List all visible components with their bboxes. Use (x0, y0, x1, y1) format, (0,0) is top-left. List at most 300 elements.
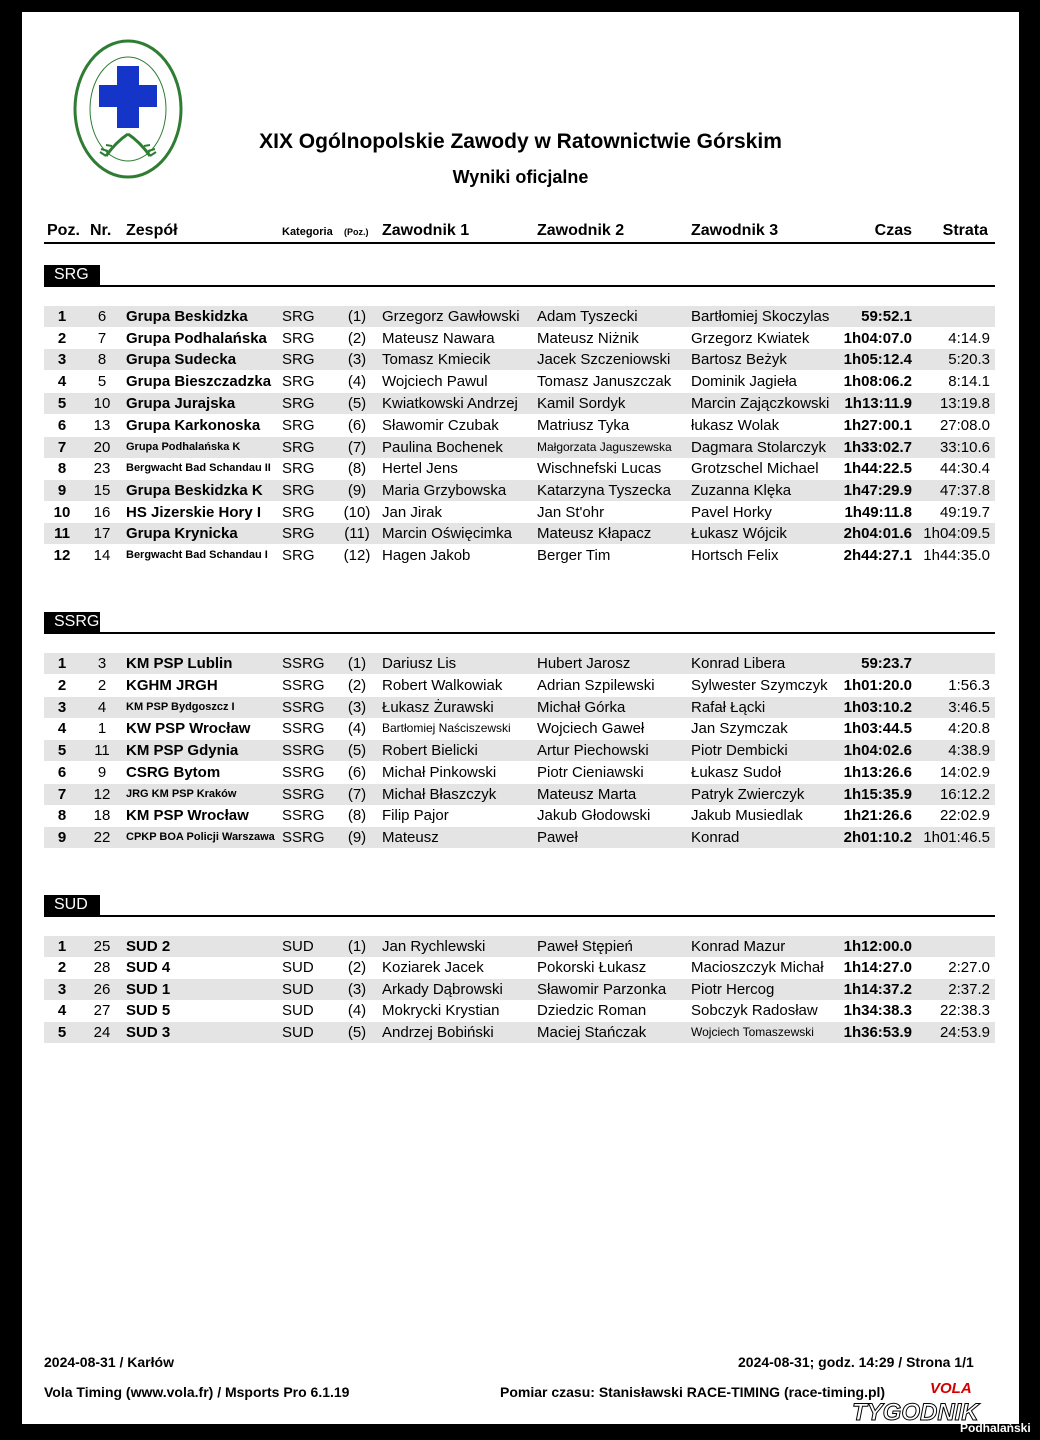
cell-czas: 1h01:20.0 (843, 677, 912, 694)
cell-zespol: HS Jizerskie Hory I (126, 504, 262, 521)
cell-z3: Grzegorz Kwiatek (691, 330, 810, 347)
cell-z1: Koziarek Jacek (382, 959, 484, 976)
cell-z1: Sławomir Czubak (382, 417, 499, 434)
header-poz-kat: (Poz.) (344, 227, 369, 237)
cell-zespol: Grupa Jurajska (126, 395, 236, 412)
cell-pozk: (2) (347, 959, 367, 976)
cell-z1: Jan Jirak (382, 504, 443, 521)
table-row (44, 545, 995, 566)
cell-zespol: CPKP BOA Policji Warszawa (126, 831, 275, 843)
cell-strata: 1h44:35.0 (923, 547, 990, 564)
cell-kat: SRG (282, 308, 315, 325)
cell-pozk: (5) (347, 742, 367, 759)
cell-kat: SUD (282, 1002, 314, 1019)
cell-poz: 2 (57, 959, 67, 976)
cell-czas: 1h03:10.2 (843, 699, 912, 716)
cell-strata: 22:38.3 (939, 1002, 990, 1019)
cell-czas: 2h04:01.6 (843, 525, 912, 542)
cell-czas: 1h08:06.2 (843, 373, 912, 390)
footer-timestamp: 2024-08-31; godz. 14:29 / Strona 1/1 (738, 1354, 974, 1370)
cell-kat: SUD (282, 981, 314, 998)
cell-zespol: Grupa Krynicka (126, 525, 238, 542)
watermark-line-2: Podhalański (960, 1421, 1031, 1435)
section-label-srg: SRG (44, 265, 100, 285)
cell-kat: SRG (282, 351, 315, 368)
cell-z1: Łukasz Żurawski (382, 699, 494, 716)
cell-czas: 59:52.1 (861, 308, 912, 325)
cell-kat: SRG (282, 547, 315, 564)
section-label-sud: SUD (44, 895, 100, 915)
table-row (44, 740, 995, 761)
cell-z1: Wojciech Pawul (382, 373, 488, 390)
section-divider (44, 632, 995, 634)
table-header (44, 220, 995, 244)
cell-poz: 6 (57, 417, 67, 434)
table-row (44, 827, 995, 848)
cell-pozk: (9) (347, 829, 367, 846)
cell-pozk: (7) (347, 786, 367, 803)
cell-z2: Sławomir Parzonka (537, 981, 667, 998)
table-row (44, 393, 995, 414)
cell-z3: Jan Szymczak (691, 720, 788, 737)
cell-poz: 9 (57, 829, 67, 846)
cell-z2: Maciej Stańczak (537, 1024, 647, 1041)
cell-zespol: SUD 1 (126, 981, 171, 998)
cell-czas: 1h05:12.4 (843, 351, 912, 368)
cell-kat: SSRG (282, 699, 325, 716)
cell-strata: 24:53.9 (939, 1024, 990, 1041)
cell-z2: Wojciech Gaweł (537, 720, 645, 737)
cell-poz: 2 (57, 677, 67, 694)
cell-poz: 7 (57, 439, 67, 456)
cell-kat: SSRG (282, 742, 325, 759)
cell-kat: SSRG (282, 807, 325, 824)
cell-poz: 9 (57, 482, 67, 499)
cell-czas: 1h47:29.9 (843, 482, 912, 499)
cell-z2: Piotr Cieniawski (537, 764, 644, 781)
cell-nr: 17 (93, 525, 111, 542)
header-czas: Czas (874, 222, 912, 239)
cell-z3: Bartłomiej Skoczylas (691, 308, 830, 325)
cell-z1: Michał Błaszczyk (382, 786, 497, 803)
cell-kat: SRG (282, 373, 315, 390)
cell-strata: 4:38.9 (948, 742, 990, 759)
cell-z3: Patryk Zwierczyk (691, 786, 805, 803)
cell-z3: Piotr Dembicki (691, 742, 788, 759)
cell-z1: Mokrycki Krystian (382, 1002, 500, 1019)
cell-strata: 2:37.2 (948, 981, 990, 998)
cell-z1: Marcin Oświęcimka (382, 525, 513, 542)
cell-pozk: (1) (347, 938, 367, 955)
cell-kat: SSRG (282, 786, 325, 803)
cell-z1: Bartłomiej Naściszewski (382, 721, 511, 735)
cell-kat: SUD (282, 959, 314, 976)
cell-zespol: Grupa Beskidzka (126, 308, 248, 325)
cell-strata: 13:19.8 (939, 395, 990, 412)
cell-z1: Arkady Dąbrowski (382, 981, 503, 998)
table-row (44, 1022, 995, 1043)
table-row (44, 979, 995, 1000)
cell-z2: Artur Piechowski (537, 742, 649, 759)
cell-poz: 11 (54, 525, 70, 542)
cell-kat: SRG (282, 439, 315, 456)
table-row (44, 784, 995, 805)
cell-zespol: Bergwacht Bad Schandau I (126, 549, 268, 561)
cell-zespol: JRG KM PSP Kraków (126, 788, 237, 800)
header-zawodnik-1: Zawodnik 1 (382, 222, 470, 239)
cell-z1: Andrzej Bobiński (382, 1024, 494, 1041)
cell-poz: 4 (57, 1002, 67, 1019)
cell-strata: 3:46.5 (948, 699, 990, 716)
page-title: XIX Ogólnopolskie Zawody w Ratownictwie Górskim (259, 130, 782, 153)
cell-strata: 8:14.1 (948, 373, 990, 390)
footer-date-place: 2024-08-31 / Karłów (44, 1354, 174, 1370)
cell-pozk: (1) (347, 655, 367, 672)
table-row (44, 653, 995, 674)
cell-z1: Jan Rychlewski (382, 938, 486, 955)
cell-zespol: SUD 5 (126, 1002, 171, 1019)
cell-poz: 4 (57, 720, 67, 737)
cell-z1: Maria Grzybowska (382, 482, 507, 499)
cell-z2: Matriusz Tyka (537, 417, 630, 434)
table-row (44, 328, 995, 349)
table-row (44, 523, 995, 544)
cell-strata: 49:19.7 (939, 504, 990, 521)
cell-czas: 1h04:02.6 (843, 742, 912, 759)
cell-pozk: (8) (347, 807, 367, 824)
cell-z2: Jakub Głodowski (537, 807, 651, 824)
table-row (44, 1000, 995, 1021)
cell-z1: Mateusz (382, 829, 439, 846)
cell-z2: Tomasz Januszczak (537, 373, 672, 390)
cell-zespol: SUD 4 (126, 959, 171, 976)
header-poz: Poz. (47, 222, 80, 239)
cell-zespol: KM PSP Gdynia (126, 742, 239, 759)
cell-pozk: (11) (344, 525, 370, 542)
cell-pozk: (4) (347, 1002, 367, 1019)
cell-poz: 4 (57, 373, 67, 390)
cell-poz: 3 (57, 351, 67, 368)
cell-z3: Bartosz Bеżyk (691, 351, 787, 368)
cell-z2: Adam Tyszecki (537, 308, 638, 325)
cell-z2: Dziedzic Roman (537, 1002, 647, 1019)
page-subtitle: Wyniki oficjalne (452, 167, 589, 187)
table-row (44, 718, 995, 739)
tygodnik-watermark-icon (842, 1396, 1038, 1436)
cell-z1: Hertel Jens (382, 460, 458, 477)
cell-strata: 5:20.3 (948, 351, 990, 368)
cell-nr: 3 (97, 655, 107, 672)
cell-czas: 1h03:44.5 (843, 720, 912, 737)
cell-nr: 27 (93, 1002, 111, 1019)
cell-zespol: Grupa Bieszczadzka (126, 373, 272, 390)
cell-z1: Hagen Jakob (382, 547, 471, 564)
cell-nr: 8 (97, 351, 107, 368)
cell-nr: 22 (93, 829, 111, 846)
cell-z2: Kamil Sordyk (537, 395, 626, 412)
cell-pozk: (5) (347, 395, 367, 412)
cell-z2: Hubert Jarosz (537, 655, 631, 672)
cell-pozk: (8) (347, 460, 367, 477)
cell-czas: 1h12:00.0 (843, 938, 912, 955)
cell-z3: łukasz Wolak (691, 417, 780, 434)
cell-z3: Konrad Libera (691, 655, 786, 672)
cell-poz: 12 (53, 547, 71, 564)
cell-pozk: (6) (347, 764, 367, 781)
vola-logo: VOLA (930, 1380, 972, 1397)
cell-z2: Paweł (537, 829, 578, 846)
cell-zespol: KM PSP Bydgoszcz I (126, 701, 235, 713)
cell-nr: 12 (93, 786, 111, 803)
cell-z2: Jacek Szczeniowski (537, 351, 671, 368)
cell-z3: Rafał Łącki (691, 699, 766, 716)
table-row (44, 805, 995, 826)
cell-nr: 20 (93, 439, 111, 456)
cell-zespol: CSRG Bytom (126, 764, 221, 781)
cell-czas: 1h14:27.0 (843, 959, 912, 976)
cell-kat: SRG (282, 504, 315, 521)
cell-z2: Mateusz Kłapacz (537, 525, 652, 542)
cell-z1: Dariusz Lis (382, 655, 457, 672)
cell-strata: 44:30.4 (939, 460, 990, 477)
cell-z1: Mateusz Nawara (382, 330, 495, 347)
cell-z1: Robert Bielicki (382, 742, 478, 759)
cell-nr: 10 (93, 395, 111, 412)
header-strata: Strata (942, 222, 988, 239)
cell-pozk: (4) (347, 373, 367, 390)
cell-czas: 1h33:02.7 (843, 439, 912, 456)
table-row (44, 458, 995, 479)
cell-poz: 1 (57, 308, 67, 325)
cell-nr: 24 (93, 1024, 111, 1041)
cell-z2: Paweł Stępień (537, 938, 633, 955)
cell-poz: 8 (57, 807, 67, 824)
cell-nr: 9 (97, 764, 107, 781)
cell-strata: 4:14.9 (948, 330, 990, 347)
cell-czas: 1h04:07.0 (843, 330, 912, 347)
cell-zespol: Grupa Podhalańska K (126, 441, 241, 453)
cell-zespol: Bergwacht Bad Schandau II (126, 462, 271, 474)
cell-pozk: (7) (347, 439, 367, 456)
cell-poz: 10 (53, 504, 71, 521)
cell-czas: 1h21:26.6 (843, 807, 912, 824)
cell-pozk: (4) (347, 720, 367, 737)
cell-czas: 1h44:22.5 (843, 460, 912, 477)
cell-z3: Dagmara Stolarczyk (691, 439, 827, 456)
table-row (44, 675, 995, 696)
cell-zespol: Grupa Sudecka (126, 351, 237, 368)
cell-poz: 3 (57, 699, 67, 716)
watermark-line-1: TYGODNIK (852, 1399, 979, 1426)
cell-z2: Michał Górka (537, 699, 626, 716)
cell-z2: Jan St'ohr (537, 504, 605, 521)
cell-pozk: (5) (347, 1024, 367, 1041)
cell-nr: 13 (93, 417, 111, 434)
cell-nr: 14 (93, 547, 111, 564)
cell-nr: 18 (93, 807, 111, 824)
cell-kat: SRG (282, 482, 315, 499)
cell-nr: 25 (93, 938, 111, 955)
cell-kat: SRG (282, 460, 315, 477)
cell-poz: 5 (57, 1024, 67, 1041)
cell-zespol: SUD 3 (126, 1024, 171, 1041)
cell-czas: 2h01:10.2 (843, 829, 912, 846)
footer-timing: Pomiar czasu: Stanisławski RACE-TIMING (race-timing.pl) (500, 1384, 886, 1400)
cell-z3: Hortsch Felix (691, 547, 779, 564)
cell-poz: 5 (57, 742, 67, 759)
table-row (44, 480, 995, 501)
cell-pozk: (9) (347, 482, 367, 499)
cell-z3: Jakub Musiedlak (691, 807, 803, 824)
cell-poz: 6 (57, 764, 67, 781)
cell-z3: Grotzschel Michael (691, 460, 819, 477)
cell-pozk: (3) (347, 351, 367, 368)
cell-kat: SSRG (282, 829, 325, 846)
cell-nr: 1 (97, 720, 107, 737)
cell-z1: Filip Pajor (382, 807, 449, 824)
cell-z1: Paulina Bochenek (382, 439, 503, 456)
cell-z3: Łukasz Sudoł (691, 764, 782, 781)
header-kategoria: Kategoria (282, 226, 333, 238)
cell-z3: Łukasz Wójcik (691, 525, 787, 542)
header-zawodnik-3: Zawodnik 3 (691, 222, 779, 239)
cell-pozk: (2) (347, 330, 367, 347)
header-zespol: Zespół (126, 222, 178, 239)
cell-pozk: (6) (347, 417, 367, 434)
cell-nr: 4 (97, 699, 107, 716)
table-row (44, 936, 995, 957)
cell-zespol: SUD 2 (126, 938, 171, 955)
table-row (44, 502, 995, 523)
cell-zespol: KM PSP Wrocław (126, 807, 249, 824)
cell-kat: SSRG (282, 764, 325, 781)
section-label-ssrg: SSRG (44, 612, 100, 632)
cell-nr: 16 (93, 504, 111, 521)
cell-strata: 27:08.0 (939, 417, 990, 434)
cell-z2: Wischnefski Lucas (537, 460, 662, 477)
cell-zespol: Grupa Podhalańska (126, 330, 267, 347)
cell-czas: 1h49:11.8 (844, 504, 912, 521)
cell-z2: Mateusz Marta (537, 786, 637, 803)
cell-zespol: Grupa Beskidzka K (126, 482, 263, 499)
cell-z2: Adrian Szpilewski (537, 677, 655, 694)
cell-strata: 14:02.9 (939, 764, 990, 781)
cell-z3: Marcin Zajączkowski (691, 395, 830, 412)
cell-strata: 1:56.3 (948, 677, 990, 694)
cell-zespol: KGHM JRGH (126, 677, 218, 694)
cell-z3: Konrad (691, 829, 740, 846)
cell-strata: 2:27.0 (948, 959, 990, 976)
cell-nr: 15 (93, 482, 111, 499)
cell-nr: 28 (93, 959, 111, 976)
cell-z3: Sylwester Szymczyk (691, 677, 828, 694)
cell-z1: Tomasz Kmiecik (382, 351, 491, 368)
cell-poz: 5 (57, 395, 67, 412)
cell-czas: 1h27:00.1 (843, 417, 912, 434)
cell-poz: 7 (57, 786, 67, 803)
cell-z3: Konrad Mazur (691, 938, 786, 955)
cell-czas: 2h44:27.1 (843, 547, 912, 564)
cell-poz: 3 (57, 981, 67, 998)
table-row (44, 371, 995, 392)
cell-kat: SRG (282, 525, 315, 542)
cell-poz: 8 (57, 460, 67, 477)
cell-pozk: (12) (343, 547, 371, 564)
cell-kat: SRG (282, 330, 315, 347)
cell-pozk: (3) (347, 981, 367, 998)
cell-z1: Michał Pinkowski (382, 764, 497, 781)
cell-czas: 1h15:35.9 (843, 786, 912, 803)
gopr-logo-icon (72, 38, 184, 180)
table-row (44, 415, 995, 436)
cell-pozk: (2) (347, 677, 367, 694)
table-row (44, 697, 995, 718)
cell-zespol: Grupa Karkonoska (126, 417, 261, 434)
cell-strata: 47:37.8 (939, 482, 990, 499)
cell-kat: SRG (282, 395, 315, 412)
cell-z2: Berger Tim (537, 547, 611, 564)
cell-pozk: (1) (347, 308, 367, 325)
cell-nr: 5 (97, 373, 107, 390)
cell-kat: SUD (282, 1024, 314, 1041)
cell-kat: SSRG (282, 720, 325, 737)
cell-czas: 1h13:26.6 (843, 764, 912, 781)
cell-kat: SRG (282, 417, 315, 434)
cell-zespol: KM PSP Lublin (126, 655, 233, 672)
table-row (44, 762, 995, 783)
cell-z1: Kwiatkowski Andrzej (382, 395, 518, 412)
cell-z2: Pokorski Łukasz (537, 959, 647, 976)
cell-czas: 1h36:53.9 (843, 1024, 912, 1041)
section-divider (44, 915, 995, 917)
section-divider (44, 285, 995, 287)
cell-strata: 16:12.2 (939, 786, 990, 803)
cell-z3: Macioszczyk Michał (691, 959, 824, 976)
cell-kat: SSRG (282, 655, 325, 672)
cell-nr: 11 (94, 742, 110, 759)
cell-z3: Piotr Hercog (691, 981, 775, 998)
cell-pozk: (10) (343, 504, 371, 521)
cell-z3: Pavel Horky (691, 504, 772, 521)
cell-z1: Robert Walkowiak (382, 677, 503, 694)
footer-software: Vola Timing (www.vola.fr) / Msports Pro 6.1.19 (44, 1384, 350, 1400)
cell-zespol: KW PSP Wrocław (126, 720, 251, 737)
cell-pozk: (3) (347, 699, 367, 716)
cell-strata: 33:10.6 (939, 439, 990, 456)
cell-czas: 1h14:37.2 (843, 981, 912, 998)
cell-poz: 1 (57, 938, 67, 955)
cell-poz: 2 (57, 330, 67, 347)
cell-z1: Grzegorz Gawłowski (382, 308, 520, 325)
cell-czas: 1h34:38.3 (843, 1002, 912, 1019)
cell-z3: Sobczyk Radosław (691, 1002, 818, 1019)
cell-nr: 6 (97, 308, 107, 325)
cell-nr: 7 (97, 330, 107, 347)
cell-kat: SUD (282, 938, 314, 955)
cell-poz: 1 (57, 655, 67, 672)
header-nr: Nr. (90, 222, 112, 239)
table-row (44, 349, 995, 370)
header-zawodnik-2: Zawodnik 2 (537, 222, 625, 239)
cell-strata: 1h04:09.5 (923, 525, 990, 542)
cell-z2: Mateusz Niżnik (537, 330, 639, 347)
cell-strata: 4:20.8 (948, 720, 990, 737)
results-page (22, 12, 1019, 1424)
cell-z2: Małgorzata Jaguszewska (537, 440, 672, 454)
cell-strata: 22:02.9 (939, 807, 990, 824)
cell-czas: 1h13:11.9 (844, 395, 912, 412)
cell-z3: Zuzanna Klęka (691, 482, 792, 499)
